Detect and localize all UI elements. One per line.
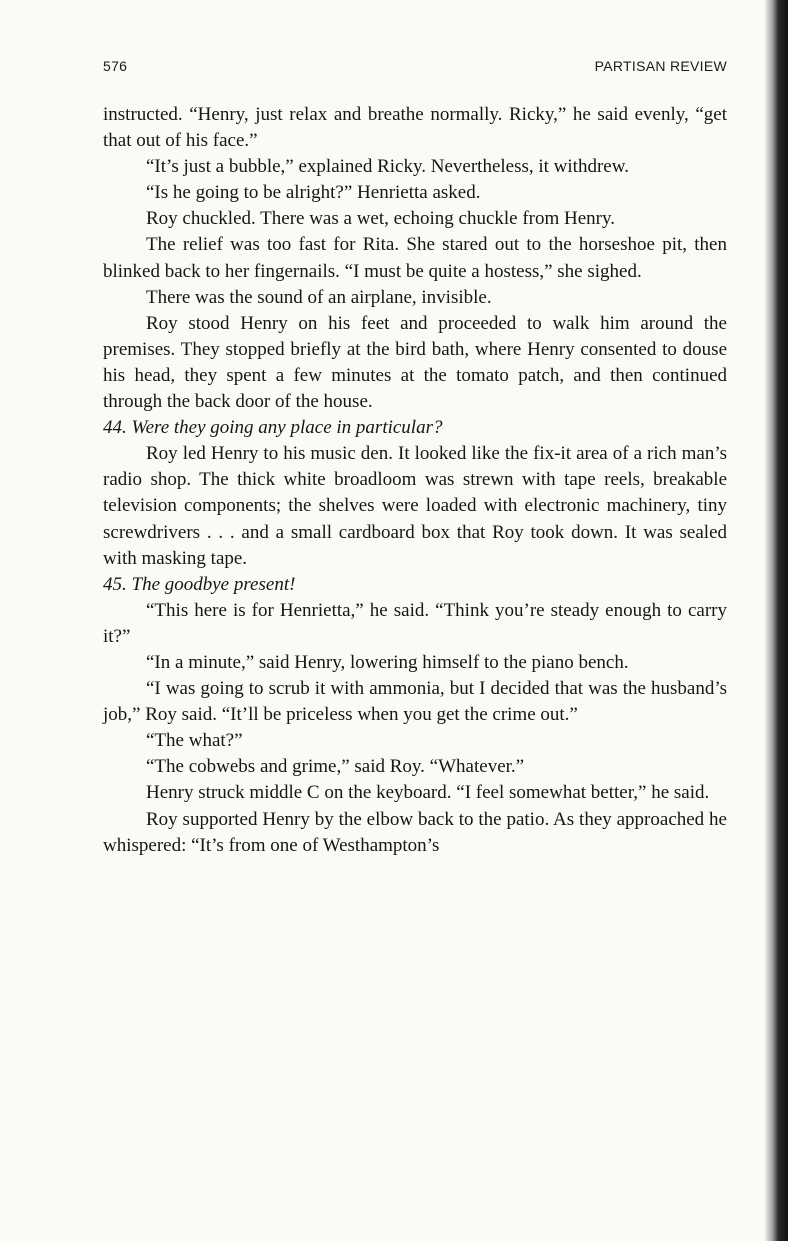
running-head: PARTISAN REVIEW xyxy=(594,58,727,74)
paragraph: “I was going to scrub it with ammonia, but I decided that was the husband’s job,” Roy said. “It’ll be priceless when you get the crime out.” xyxy=(103,678,727,726)
paragraph: Roy led Henry to his music den. It looked like the fix-it area of a rich man’s radio shop. The thick white broadloom was strewn with tape reels, breakable television components; the shelves were loaded with electronic machinery, tiny screwdrivers . . . and a small cardboard box that Roy took down. It was sealed with masking tape. xyxy=(103,443,727,569)
paragraph: The relief was too fast for Rita. She stared out to the horseshoe pit, then blinked back to her fingernails. “I must be quite a hostess,” she sighed. xyxy=(103,234,727,282)
page-number: 576 xyxy=(103,58,128,74)
paragraph: “The what?” xyxy=(146,730,243,752)
question-heading: 44. Were they going any place in particular? xyxy=(103,417,443,439)
paragraph: Roy chuckled. There was a wet, echoing chuckle from Henry. xyxy=(146,208,616,230)
paragraph: Roy stood Henry on his feet and proceeded to walk him around the premises. They stopped briefly at the bird bath, where Henry consented to douse his head, they spent a few minutes at the tomato patch, and then continued through the back door of the house. xyxy=(103,312,727,413)
paragraph: Roy supported Henry by the elbow back to the patio. As they approached he whispered: “It’s from one of Westhampton’s xyxy=(103,808,727,856)
paragraph: “The cobwebs and grime,” said Roy. “Whatever.” xyxy=(146,756,525,778)
paragraph: Henry struck middle C on the keyboard. “I feel somewhat better,” he said. xyxy=(146,782,710,804)
paragraph: “Is he going to be alright?” Henrietta asked. xyxy=(146,182,481,204)
paragraph: instructed. “Henry, just relax and breathe normally. Ricky,” he said evenly, “get that out of his face.” xyxy=(103,104,727,152)
paragraph: “In a minute,” said Henry, lowering himself to the piano bench. xyxy=(146,651,629,673)
paragraph: “This here is for Henrietta,” he said. “Think you’re steady enough to carry it?” xyxy=(103,599,727,647)
question-heading: 45. The goodbye present! xyxy=(103,573,296,595)
paragraph: “It’s just a bubble,” explained Ricky. Nevertheless, it withdrew. xyxy=(146,156,629,178)
page-edge-shadow xyxy=(764,0,788,1241)
body-text xyxy=(103,102,727,859)
paragraph: There was the sound of an airplane, invisible. xyxy=(146,286,492,308)
page-header xyxy=(103,58,727,80)
